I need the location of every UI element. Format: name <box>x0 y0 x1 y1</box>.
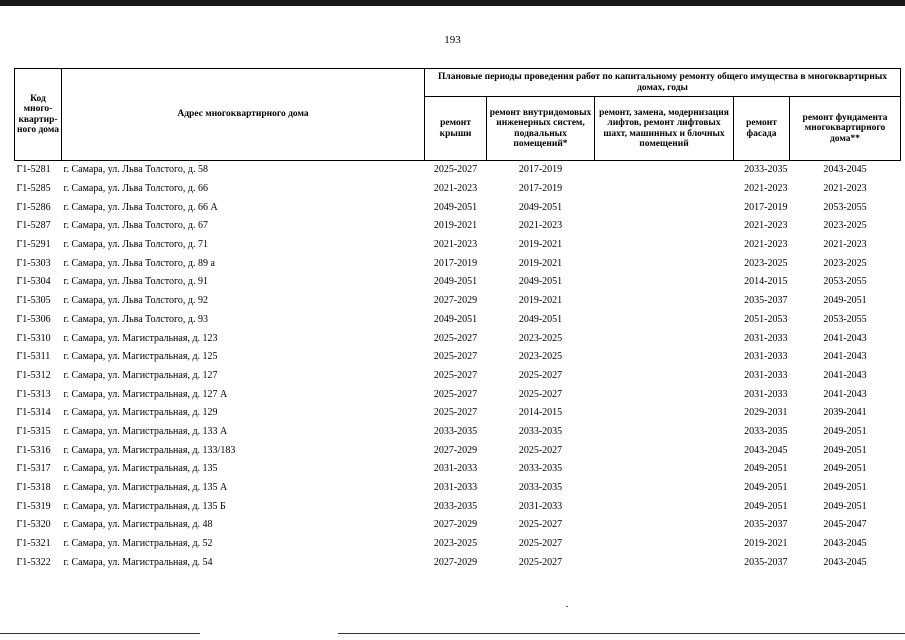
cell-foundation: 2043-2045 <box>790 161 901 180</box>
cell-address: г. Самара, ул. Магистральная, д. 123 <box>63 332 218 344</box>
cell-foundation: 2023-2025 <box>823 257 867 269</box>
cell-address: г. Самара, ул. Магистральная, д. 133 А <box>63 425 228 437</box>
table-row <box>15 423 901 442</box>
cell-roof: 2025-2027 <box>433 407 478 419</box>
table-row <box>15 198 901 217</box>
cell-roof: 2017-2019 <box>433 257 478 269</box>
header-repair-periods: Плановые периоды проведения работ по капитальному ремонту общего имущества в многоквартирных домах, годы <box>425 69 901 97</box>
cell-elevators <box>595 180 734 199</box>
page-number: 193 <box>444 34 461 46</box>
cell-address: г. Самара, ул. Магистральная, д. 125 <box>63 351 218 363</box>
cell-roof: 2027-2029 <box>433 444 478 456</box>
cell-code: Г1-5305 <box>16 295 51 307</box>
cell-engineering: 2023-2025 <box>518 332 563 344</box>
cell-code: Г1-5319 <box>16 500 51 512</box>
cell-code: Г1-5318 <box>16 482 51 494</box>
table-row <box>15 404 901 423</box>
cell-elevators <box>595 367 734 386</box>
cell-roof: 2021-2023 <box>433 183 478 195</box>
cell-engineering: 2025-2027 <box>518 519 563 531</box>
table-row <box>15 329 901 348</box>
cell-foundation: 2041-2043 <box>823 388 867 400</box>
cell-roof: 2033-2035 <box>433 500 478 512</box>
cell-engineering: 2014-2015 <box>518 407 563 419</box>
cell-roof: 2027-2029 <box>433 519 478 531</box>
cell-code: Г1-5306 <box>16 313 51 325</box>
header-engineering: ремонт внутридомовых инженерных систем, подвальных помещений* <box>487 97 595 161</box>
cell-facade: 2021-2023 <box>744 220 788 232</box>
cell-facade: 2035-2037 <box>744 556 788 568</box>
cell-engineering: 2049-2051 <box>518 276 563 288</box>
cell-roof: 2025-2027 <box>425 161 487 180</box>
cell-code: Г1-5316 <box>16 444 51 456</box>
cell-address: г. Самара, ул. Магистральная, д. 135 А <box>63 482 228 494</box>
table-row <box>15 516 901 535</box>
cell-engineering: 2049-2051 <box>518 201 563 213</box>
cell-facade: 2031-2033 <box>744 369 788 381</box>
cell-code: Г1-5304 <box>16 276 51 288</box>
table-row <box>15 311 901 330</box>
table-row <box>15 460 901 479</box>
cell-engineering: 2017-2019 <box>518 183 563 195</box>
cell-elevators <box>595 348 734 367</box>
cell-facade: 2033-2035 <box>734 161 790 180</box>
scan-speck <box>566 606 568 607</box>
cell-roof: 2025-2027 <box>433 332 478 344</box>
header-code: Код много-квартир-ного дома <box>15 69 62 161</box>
cell-address: г. Самара, ул. Магистральная, д. 129 <box>63 407 218 419</box>
cell-foundation: 2041-2043 <box>823 332 867 344</box>
cell-engineering: 2021-2023 <box>518 220 563 232</box>
cell-roof: 2019-2021 <box>433 220 478 232</box>
table-row <box>15 385 901 404</box>
cell-address: г. Самара, ул. Магистральная, д. 48 <box>63 519 213 531</box>
cell-engineering: 2023-2025 <box>518 351 563 363</box>
table-row <box>15 348 901 367</box>
cell-code: Г1-5313 <box>16 388 51 400</box>
cell-roof: 2027-2029 <box>433 556 478 568</box>
cell-roof: 2031-2033 <box>433 482 478 494</box>
cell-elevators <box>595 329 734 348</box>
cell-engineering: 2025-2027 <box>518 388 563 400</box>
cell-code: Г1-5315 <box>16 425 51 437</box>
cell-engineering: 2019-2021 <box>518 239 563 251</box>
cell-foundation: 2039-2041 <box>823 407 867 419</box>
cell-facade: 2049-2051 <box>744 500 788 512</box>
table-row <box>15 217 901 236</box>
cell-elevators <box>595 404 734 423</box>
table-row <box>15 497 901 516</box>
cell-elevators <box>595 497 734 516</box>
cell-address: г. Самара, ул. Льва Толстого, д. 67 <box>63 220 208 232</box>
cell-code: Г1-5322 <box>16 556 51 568</box>
header-roof: ремонт крыши <box>425 97 487 161</box>
cell-foundation: 2053-2055 <box>823 276 867 288</box>
cell-roof: 2049-2051 <box>433 201 478 213</box>
cell-facade: 2014-2015 <box>744 276 788 288</box>
cell-facade: 2031-2033 <box>744 388 788 400</box>
cell-facade: 2017-2019 <box>744 201 788 213</box>
cell-foundation: 2049-2051 <box>823 444 867 456</box>
table-row <box>15 180 901 199</box>
table-row <box>15 479 901 498</box>
cell-roof: 2049-2051 <box>433 313 478 325</box>
table-row <box>15 161 901 180</box>
header-elevators: ремонт, замена, модернизация лифтов, ремонт лифтовых шахт, машинных и блочных помещений <box>595 97 734 161</box>
table-row <box>15 441 901 460</box>
cell-code: Г1-5314 <box>16 407 51 419</box>
cell-foundation: 2049-2051 <box>823 482 867 494</box>
cell-elevators <box>595 161 734 180</box>
cell-code: Г1-5310 <box>16 332 51 344</box>
cell-elevators <box>595 292 734 311</box>
cell-elevators <box>595 535 734 554</box>
cell-elevators <box>595 479 734 498</box>
table-row <box>15 553 901 572</box>
cell-foundation: 2041-2043 <box>823 369 867 381</box>
cell-foundation: 2043-2045 <box>823 538 867 550</box>
cell-code: Г1-5291 <box>16 239 51 251</box>
cell-foundation: 2021-2023 <box>823 183 867 195</box>
table-row <box>15 254 901 273</box>
cell-address: г. Самара, ул. Льва Толстого, д. 66 <box>63 183 208 195</box>
cell-facade: 2043-2045 <box>744 444 788 456</box>
cell-foundation: 2021-2023 <box>823 239 867 251</box>
footer-rule-left <box>0 633 200 634</box>
cell-foundation: 2053-2055 <box>823 313 867 325</box>
cell-foundation: 2049-2051 <box>823 425 867 437</box>
cell-roof: 2025-2027 <box>433 369 478 381</box>
table-row <box>15 236 901 255</box>
cell-code: Г1-5286 <box>16 201 51 213</box>
cell-facade: 2021-2023 <box>744 239 788 251</box>
cell-foundation: 2023-2025 <box>823 220 867 232</box>
cell-elevators <box>595 460 734 479</box>
cell-address: г. Самара, ул. Магистральная, д. 135 <box>63 463 218 475</box>
cell-foundation: 2049-2051 <box>823 463 867 475</box>
cell-code: Г1-5285 <box>16 183 51 195</box>
cell-facade: 2035-2037 <box>744 519 788 531</box>
table-body <box>15 161 901 573</box>
cell-address: г. Самара, ул. Льва Толстого, д. 91 <box>63 276 208 288</box>
cell-address: г. Самара, ул. Магистральная, д. 135 Б <box>63 500 226 512</box>
cell-address: г. Самара, ул. Льва Толстого, д. 58 <box>62 161 425 180</box>
cell-facade: 2031-2033 <box>744 332 788 344</box>
cell-elevators <box>595 516 734 535</box>
table-row <box>15 273 901 292</box>
capital-repair-table <box>14 68 901 572</box>
cell-roof: 2027-2029 <box>433 295 478 307</box>
cell-facade: 2051-2053 <box>744 313 788 325</box>
scan-top-border <box>0 0 905 6</box>
cell-elevators <box>595 273 734 292</box>
cell-engineering: 2017-2019 <box>487 161 595 180</box>
cell-elevators <box>595 236 734 255</box>
cell-elevators <box>595 311 734 330</box>
cell-engineering: 2031-2033 <box>518 500 563 512</box>
cell-engineering: 2025-2027 <box>518 538 563 550</box>
cell-address: г. Самара, ул. Льва Толстого, д. 66 А <box>63 201 218 213</box>
cell-engineering: 2033-2035 <box>518 425 563 437</box>
cell-roof: 2031-2033 <box>433 463 478 475</box>
cell-code: Г1-5312 <box>16 369 51 381</box>
cell-engineering: 2049-2051 <box>518 313 563 325</box>
cell-address: г. Самара, ул. Льва Толстого, д. 89 а <box>63 257 215 269</box>
cell-elevators <box>595 198 734 217</box>
cell-facade: 2035-2037 <box>744 295 788 307</box>
cell-foundation: 2049-2051 <box>823 500 867 512</box>
footer-rule-right <box>338 633 905 634</box>
cell-address: г. Самара, ул. Магистральная, д. 127 А <box>63 388 228 400</box>
header-facade: ремонт фасада <box>734 97 790 161</box>
cell-address: г. Самара, ул. Льва Толстого, д. 71 <box>63 239 208 251</box>
cell-engineering: 2025-2027 <box>518 556 563 568</box>
cell-engineering: 2025-2027 <box>518 444 563 456</box>
cell-code: Г1-5320 <box>16 519 51 531</box>
cell-code: Г1-5281 <box>15 161 62 180</box>
cell-code: Г1-5317 <box>16 463 51 475</box>
cell-roof: 2033-2035 <box>433 425 478 437</box>
cell-elevators <box>595 423 734 442</box>
cell-facade: 2033-2035 <box>744 425 788 437</box>
cell-facade: 2049-2051 <box>744 463 788 475</box>
cell-facade: 2023-2025 <box>744 257 788 269</box>
cell-address: г. Самара, ул. Льва Толстого, д. 92 <box>63 295 208 307</box>
cell-elevators <box>595 553 734 572</box>
table-row <box>15 367 901 386</box>
cell-elevators <box>595 217 734 236</box>
cell-roof: 2049-2051 <box>433 276 478 288</box>
cell-elevators <box>595 441 734 460</box>
cell-facade: 2029-2031 <box>744 407 788 419</box>
cell-facade: 2019-2021 <box>744 538 788 550</box>
cell-roof: 2021-2023 <box>433 239 478 251</box>
cell-facade: 2031-2033 <box>744 351 788 363</box>
cell-address: г. Самара, ул. Льва Толстого, д. 93 <box>63 313 208 325</box>
cell-engineering: 2033-2035 <box>518 482 563 494</box>
cell-roof: 2025-2027 <box>433 388 478 400</box>
cell-code: Г1-5287 <box>16 220 51 232</box>
cell-foundation: 2053-2055 <box>823 201 867 213</box>
cell-engineering: 2033-2035 <box>518 463 563 475</box>
header-address: Адрес многоквартирного дома <box>62 69 425 161</box>
cell-code: Г1-5303 <box>16 257 51 269</box>
cell-foundation: 2043-2045 <box>823 556 867 568</box>
cell-code: Г1-5321 <box>16 538 51 550</box>
cell-address: г. Самара, ул. Магистральная, д. 52 <box>63 538 213 550</box>
cell-facade: 2049-2051 <box>744 482 788 494</box>
cell-foundation: 2041-2043 <box>823 351 867 363</box>
cell-engineering: 2025-2027 <box>518 369 563 381</box>
cell-elevators <box>595 254 734 273</box>
cell-foundation: 2045-2047 <box>823 519 867 531</box>
cell-code: Г1-5311 <box>16 351 51 363</box>
cell-facade: 2021-2023 <box>744 183 788 195</box>
header-foundation: ремонт фундамента многоквартирного дома** <box>790 97 901 161</box>
cell-roof: 2025-2027 <box>433 351 478 363</box>
cell-elevators <box>595 385 734 404</box>
cell-engineering: 2019-2021 <box>518 295 563 307</box>
cell-address: г. Самара, ул. Магистральная, д. 133/183 <box>63 444 236 456</box>
table-row <box>15 292 901 311</box>
cell-address: г. Самара, ул. Магистральная, д. 54 <box>63 556 213 568</box>
cell-roof: 2023-2025 <box>433 538 478 550</box>
table-row <box>15 535 901 554</box>
cell-engineering: 2019-2021 <box>518 257 563 269</box>
cell-address: г. Самара, ул. Магистральная, д. 127 <box>63 369 218 381</box>
cell-foundation: 2049-2051 <box>823 295 867 307</box>
